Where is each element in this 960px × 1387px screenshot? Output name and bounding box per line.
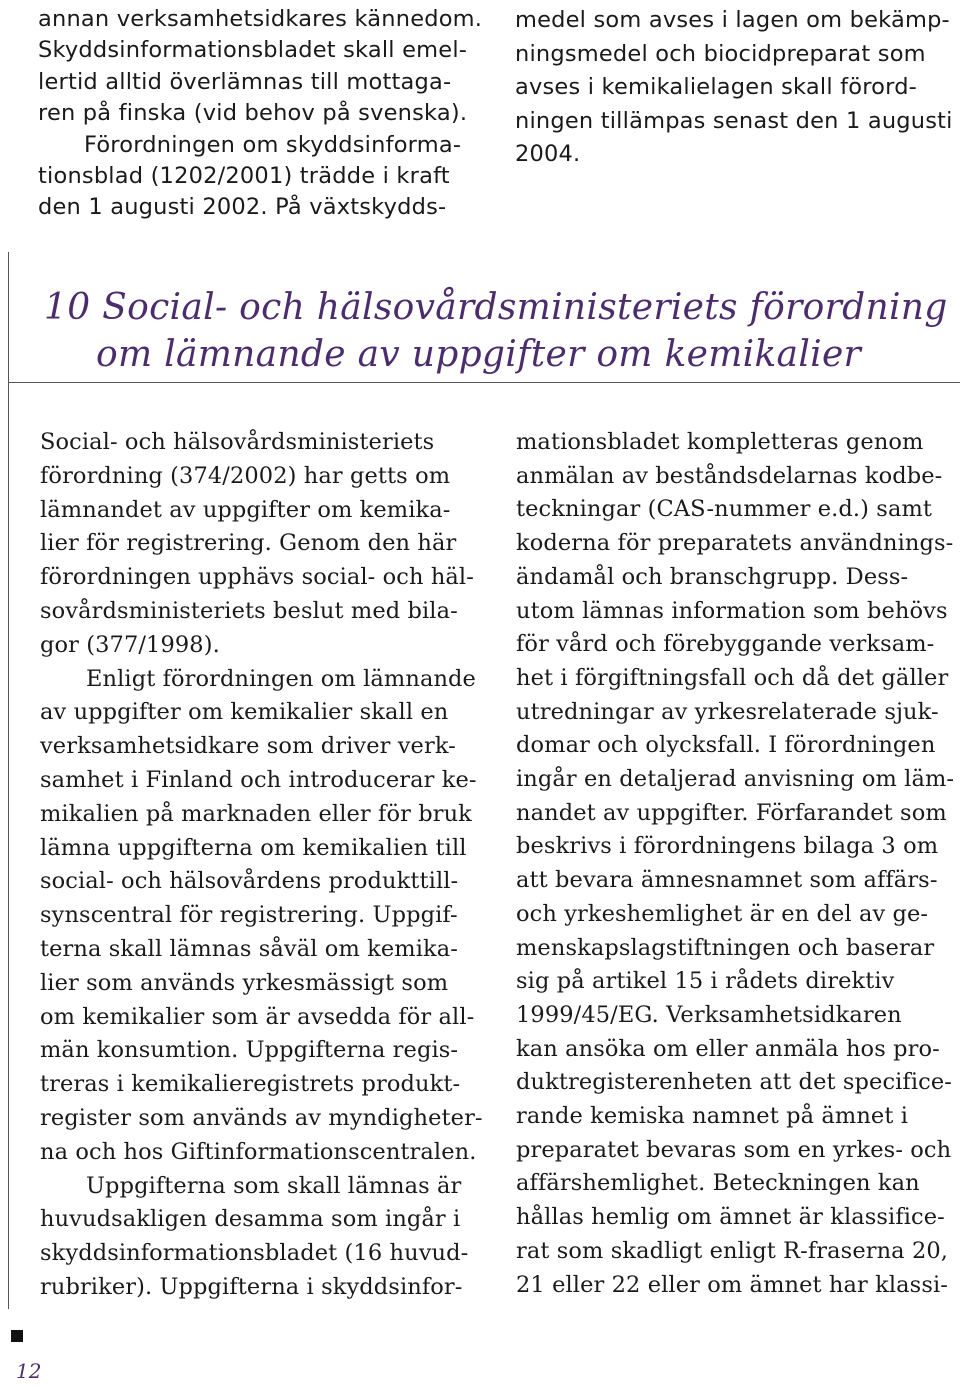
section-heading <box>44 284 948 378</box>
text-line: 2004. <box>515 141 581 167</box>
text-line: medel som avses i lagen om bekämp- <box>515 7 950 33</box>
text-line: menskapslagstiftningen och baserar <box>516 934 935 961</box>
text-line: mikalien på marknaden eller för bruk <box>40 800 472 827</box>
text-line: för vård och förebyggande verksam- <box>516 631 935 658</box>
text-line: samhet i Finland och introducerar ke- <box>40 766 477 793</box>
text-line: huvudsakligen desamma som ingår i <box>40 1206 461 1233</box>
text-line: lier som används yrkesmässigt som <box>40 969 449 996</box>
text-line: terna skall lämnas såväl om kemika- <box>40 935 458 962</box>
section-heading-line-2: om lämnande av uppgifter om kemikalier <box>96 334 862 375</box>
text-line: skyddsinformationsbladet (16 huvud- <box>40 1240 469 1267</box>
text-line: rat som skadligt enligt R-fraserna 20, <box>516 1237 949 1264</box>
text-line: män konsumtion. Uppgifterna regis- <box>40 1037 459 1064</box>
text-line: 1999/45/EG. Verksamhetsidkaren <box>516 1001 902 1028</box>
left-margin-rule <box>8 252 9 1309</box>
top-left-column <box>38 4 482 224</box>
text-line: lertid alltid överlämnas till mottaga- <box>38 68 452 95</box>
text-line: treras i kemikalieregistrets produkt- <box>40 1071 461 1098</box>
text-line: annan verksamhetsidkares kännedom. <box>38 6 483 32</box>
text-line: mationsbladet kompletteras genom <box>516 429 924 455</box>
text-line: utom lämnas information som behövs <box>516 597 948 624</box>
text-line: och yrkeshemlighet är en del av ge- <box>516 900 929 927</box>
text-line: sig på artikel 15 i rådets direktiv <box>516 968 895 995</box>
text-line: hållas hemlig om ämnet är klassifice- <box>516 1204 945 1231</box>
text-line: Social- och hälsovårdsministeriets <box>40 429 435 455</box>
text-line: duktregisterenheten att det specifice- <box>516 1069 952 1096</box>
text-line: Förordningen om skyddsinforma- <box>84 131 462 158</box>
text-line: Enligt förordningen om lämnande <box>86 665 476 692</box>
text-line: förordning (374/2002) har getts om <box>40 462 451 489</box>
text-line: rubriker). Uppgifterna i skyddsinfor- <box>40 1273 463 1300</box>
body-left-column <box>40 426 483 1305</box>
text-line: rande kemiska namnet på ämnet i <box>516 1103 909 1130</box>
text-line: ren på finska (vid behov på svenska). <box>38 100 468 127</box>
text-line: ningsmedel och biocidpreparat som <box>515 40 926 67</box>
text-line: den 1 augusti 2002. På växtskydds- <box>38 194 447 221</box>
page-number: 12 <box>16 1359 42 1383</box>
heading-divider <box>8 382 960 383</box>
text-line: tionsblad (1202/2001) trädde i kraft <box>38 163 450 190</box>
text-line: om kemikalier som är avsedda för all- <box>40 1003 475 1030</box>
text-line: ändamål och branschgrupp. Dess- <box>516 563 909 590</box>
text-line: het i förgiftningsfall och då det gäller <box>516 664 949 691</box>
text-line: lämnandet av uppgifter om kemika- <box>40 496 451 523</box>
text-line: sovårdsministeriets beslut med bila- <box>40 597 458 624</box>
text-line: kan ansöka om eller anmäla hos pro- <box>516 1035 940 1062</box>
text-line: gor (377/1998). <box>40 631 220 658</box>
text-line: nandet av uppgifter. Förfarandet som <box>516 799 947 826</box>
text-line: ingår en detaljerad anvisning om läm- <box>516 766 955 793</box>
text-line: beskrivs i förordningens bilaga 3 om <box>516 833 939 860</box>
footer-square-marker <box>11 1330 23 1342</box>
text-line: na och hos Giftinformationscentralen. <box>40 1138 477 1165</box>
text-line: affärshemlighet. Beteckningen kan <box>516 1170 920 1197</box>
text-line: utredningar av yrkesrelaterade sjuk- <box>516 698 939 725</box>
text-line: att bevara ämnesnamnet som affärs- <box>516 867 938 894</box>
body-right-column <box>516 426 954 1302</box>
text-line: av uppgifter om kemikalier skall en <box>40 699 449 726</box>
text-line: lämna uppgifterna om kemikalien till <box>40 834 467 861</box>
text-line: 21 eller 22 eller om ämnet har klassi- <box>516 1271 948 1298</box>
text-line: social- och hälsovårdens produkttill- <box>40 868 459 895</box>
section-heading-line-1: 10 Social- och hälsovårdsministeriets förordning <box>44 287 948 328</box>
text-line: synscentral för registrering. Uppgif- <box>40 902 458 929</box>
text-line: koderna för preparatets användnings- <box>516 530 954 557</box>
top-right-column <box>515 4 953 172</box>
text-line: Skyddsinformationsbladet skall emel- <box>38 37 468 64</box>
text-line: domar och olycksfall. I förordningen <box>516 732 936 759</box>
text-line: anmälan av beståndsdelarnas kodbe- <box>516 462 943 489</box>
text-line: förordningen upphävs social- och häl- <box>40 564 474 591</box>
text-line: avses i kemikalielagen skall förord- <box>515 74 917 100</box>
text-line: Uppgifterna som skall lämnas är <box>86 1172 462 1199</box>
text-line: register som används av myndigheter- <box>40 1104 483 1131</box>
text-line: verksamhetsidkare som driver verk- <box>40 733 456 760</box>
text-line: preparatet bevaras som en yrkes- och <box>516 1136 952 1163</box>
text-line: ningen tillämpas senast den 1 augusti <box>515 107 953 134</box>
text-line: lier för registrering. Genom den här <box>40 530 457 557</box>
text-line: teckningar (CAS-nummer e.d.) samt <box>516 496 933 523</box>
